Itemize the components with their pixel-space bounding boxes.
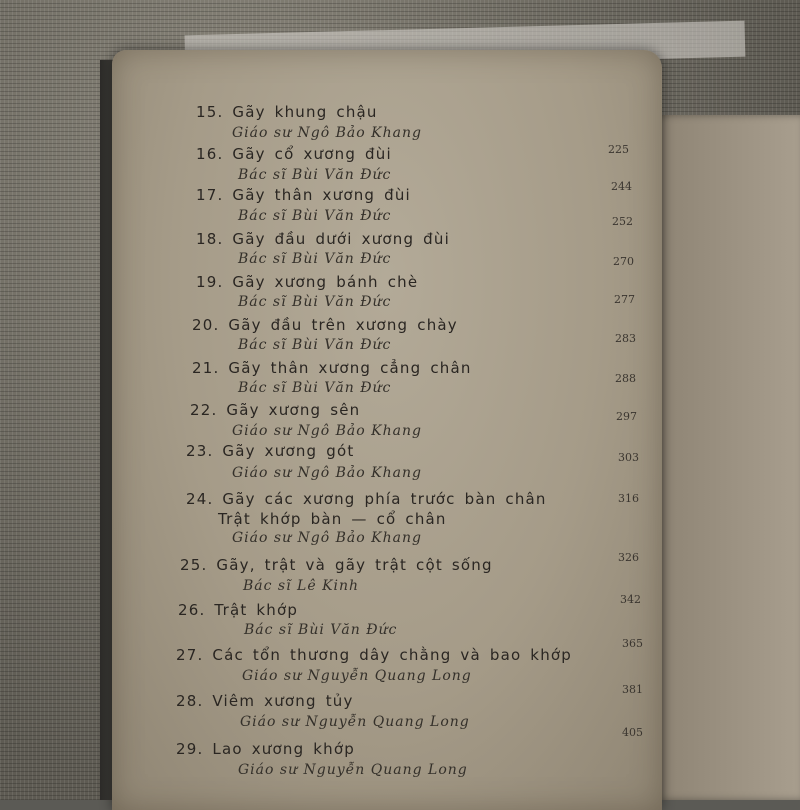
toc-entry-title: 28. Viêm xương tủy <box>176 692 354 710</box>
toc-entry-author: Bác sĩ Bùi Văn Đức <box>238 251 392 267</box>
toc-entry-title: 16. Gãy cổ xương đùi <box>196 145 392 163</box>
toc-entry-author: Giáo sư Nguyễn Quang Long <box>238 762 468 778</box>
toc-entry-author: Giáo sư Nguyễn Quang Long <box>242 668 472 684</box>
toc-entry-page: 297 <box>616 410 637 423</box>
toc-entry-subtitle: Trật khớp bàn — cổ chân <box>218 510 447 528</box>
toc-entry-author: Giáo sư Nguyễn Quang Long <box>240 714 470 730</box>
toc-entry-page: 316 <box>618 492 639 505</box>
toc-entry-author: Bác sĩ Bùi Văn Đức <box>244 622 398 638</box>
toc-entry-title: 23. Gãy xương gót <box>186 442 355 460</box>
toc-entry-page: 288 <box>615 372 636 385</box>
toc-entry-title: 25. Gãy, trật và gãy trật cột sống <box>180 556 493 574</box>
toc-entry-title: 18. Gãy đầu dưới xương đùi <box>196 230 450 248</box>
toc-entry-title: 17. Gãy thân xương đùi <box>196 186 411 204</box>
toc-entry-author: Bác sĩ Bùi Văn Đức <box>238 294 392 310</box>
toc-entry-author: Giáo sư Ngô Bảo Khang <box>232 465 422 481</box>
toc-entry-title: 24. Gãy các xương phía trước bàn chân <box>186 490 547 508</box>
toc-entry-title: 19. Gãy xương bánh chè <box>196 273 419 291</box>
toc-entry-page: 342 <box>620 593 641 606</box>
toc-trailing-page: 405 <box>622 726 643 739</box>
toc-entry-author: Giáo sư Ngô Bảo Khang <box>232 125 422 141</box>
toc-entry-author: Giáo sư Ngô Bảo Khang <box>232 423 422 439</box>
toc-entry-title: 15. Gãy khung chậu <box>196 103 378 121</box>
toc-entry-author: Bác sĩ Bùi Văn Đức <box>238 380 392 396</box>
toc-entry-page: 283 <box>615 332 636 345</box>
toc-entry-page: 252 <box>612 215 633 228</box>
toc-entry-title: 21. Gãy thân xương cẳng chân <box>192 359 472 377</box>
toc-entry-page: 303 <box>618 451 639 464</box>
toc-entry-title: 26. Trật khớp <box>178 601 299 619</box>
toc-entry-page: 381 <box>622 683 643 696</box>
toc-entry-page: 225 <box>608 143 629 156</box>
toc-entry-title: 20. Gãy đầu trên xương chày <box>192 316 458 334</box>
toc-entry-page: 365 <box>622 637 643 650</box>
toc-entry-page: 277 <box>614 293 635 306</box>
toc-entry-author: Bác sĩ Bùi Văn Đức <box>238 337 392 353</box>
toc-entry-title: 22. Gãy xương sên <box>190 401 361 419</box>
toc-entry-page: 270 <box>613 255 634 268</box>
toc-entry-author: Bác sĩ Bùi Văn Đức <box>238 167 392 183</box>
toc-entry-page: 244 <box>611 180 632 193</box>
toc-entry-title: 29. Lao xương khớp <box>176 740 355 758</box>
toc-entry-author: Bác sĩ Lê Kinh <box>243 578 360 594</box>
toc-entry-author: Giáo sư Ngô Bảo Khang <box>232 530 422 546</box>
toc-entry-title: 27. Các tổn thương dây chằng và bao khớp <box>176 646 572 664</box>
toc-entry-author: Bác sĩ Bùi Văn Đức <box>238 208 392 224</box>
toc-entry-page: 326 <box>618 551 639 564</box>
